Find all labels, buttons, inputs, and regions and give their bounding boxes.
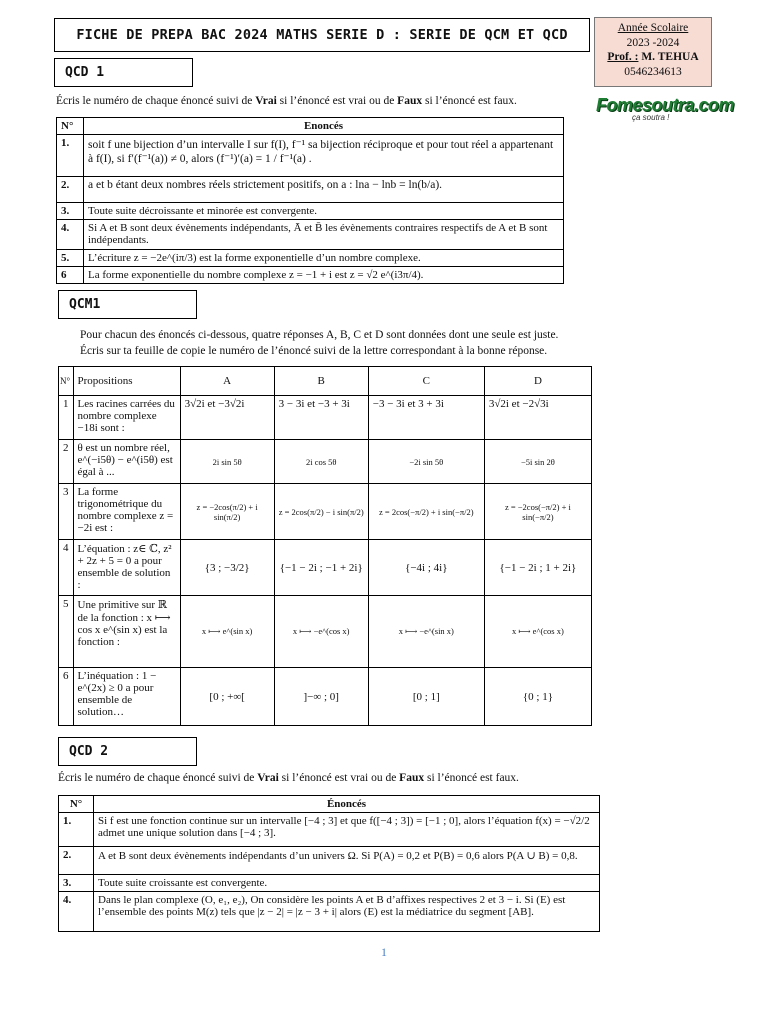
row-statement: soit f une bijection d’un intervalle I sur f(I), f⁻¹ sa bijection réciproque et pour tout réel a appartenant à f(I), si f′(f⁻¹(a)) ≠ 0, alors (f⁻¹)′(a) = 1 / f⁻¹(a) . <box>84 135 564 177</box>
row-number: 4 <box>59 540 74 596</box>
answer-b: ]−∞ ; 0] <box>274 668 368 726</box>
table-row <box>59 396 592 440</box>
qcd1-instruction-true: Vrai <box>255 95 277 107</box>
table-row <box>59 484 592 540</box>
table-row <box>57 267 564 284</box>
qcd2-instruction <box>58 772 519 784</box>
school-year: 2023 -2024 <box>626 36 680 49</box>
answer-d: −5i sin 2θ <box>484 440 591 484</box>
phone-number: 0546234613 <box>624 65 682 78</box>
answer-d: {−1 − 2i ; 1 + 2i} <box>484 540 591 596</box>
col-number-header: N° <box>59 367 74 396</box>
answer-a: z = −2cos(π/2) + i sin(π/2) <box>180 484 274 540</box>
qcd1-heading: QCD 1 <box>54 58 193 87</box>
row-number: 5. <box>57 250 84 267</box>
qcd2-instruction-true: Vrai <box>257 772 279 784</box>
row-number: 3 <box>59 484 74 540</box>
qcd1-instruction-part: si l’énoncé est vrai ou de <box>276 95 398 107</box>
answer-a: 3√2i et −3√2i <box>180 396 274 440</box>
row-proposition: θ est un nombre réel, e^(−i5θ) − e^(i5θ) est égal à ... <box>73 440 180 484</box>
table-header-row <box>59 367 592 396</box>
row-number: 1. <box>59 813 94 847</box>
row-number: 5 <box>59 596 74 668</box>
row-statement: a et b étant deux nombres réels strictement positifs, on a : lna − lnb = ln(b/a). <box>84 177 564 203</box>
table-row <box>59 440 592 484</box>
answer-a: 2i sin 5θ <box>180 440 274 484</box>
row-proposition: Les racines carrées du nombre complexe −18i sont : <box>73 396 180 440</box>
qcm1-instruction: Pour chacun des énoncés ci-dessous, quatre réponses A, B, C et D sont données dont une seule est juste. Écris sur ta feuille de copie le numéro de l’énoncé suivi de la lettre correspondant à la bonne réponse. <box>80 329 559 357</box>
table-row <box>59 875 600 892</box>
row-number: 1 <box>59 396 74 440</box>
table-header-row <box>57 118 564 135</box>
answer-a: {3 ; −3/2} <box>180 540 274 596</box>
table-row <box>57 135 564 177</box>
table-row <box>59 892 600 932</box>
row-statement: Toute suite décroissante et minorée est convergente. <box>84 203 564 220</box>
qcd2-instruction-part: Écris le numéro de chaque énoncé suivi de <box>58 772 258 784</box>
row-number: 6 <box>59 668 74 726</box>
logo-brand: Fomesoutra.com <box>596 95 735 115</box>
col-b-header: B <box>274 367 368 396</box>
answer-b: z = 2cos(π/2) − i sin(π/2) <box>274 484 368 540</box>
answer-d: z = −2cos(−π/2) + i sin(−π/2) <box>484 484 591 540</box>
table-row <box>59 813 600 847</box>
table-row <box>57 177 564 203</box>
answer-c: x ⟼ −e^(sin x) <box>368 596 484 668</box>
qcd1-instruction-part: Écris le numéro de chaque énoncé suivi de <box>56 95 256 107</box>
col-c-header: C <box>368 367 484 396</box>
row-proposition: La forme trigonométrique du nombre complexe z = −2i est : <box>73 484 180 540</box>
school-info-box <box>594 17 712 87</box>
row-number: 3. <box>59 875 94 892</box>
answer-c: [0 ; 1] <box>368 668 484 726</box>
answer-c: {−4i ; 4i} <box>368 540 484 596</box>
answer-a: [0 ; +∞[ <box>180 668 274 726</box>
answer-b: 2i cos 5θ <box>274 440 368 484</box>
row-statement: L’écriture z = −2e^(iπ/3) est la forme exponentielle d’un nombre complexe. <box>84 250 564 267</box>
row-number: 2 <box>59 440 74 484</box>
row-proposition: L’inéquation : 1 − e^(2x) ≥ 0 a pour ensemble de solution… <box>73 668 180 726</box>
table-row <box>57 220 564 250</box>
row-statement: Si f est une fonction continue sur un intervalle [−4 ; 3] et que f([−4 ; 3]) = [−1 ; 0], alors l’équation f(x) = −√2/2 admet une unique solution dans [−4 ; 3]. <box>94 813 600 847</box>
col-a-header: A <box>180 367 274 396</box>
qcd1-instruction-part: si l’énoncé est faux. <box>422 95 517 107</box>
qcd1-instruction <box>56 95 517 107</box>
table-row <box>59 540 592 596</box>
qcd2-table <box>58 795 600 932</box>
row-statement: Si A et B sont deux évènements indépendants, Ā et B̄ les évènements contraires respectifs de A et B sont indépendants. <box>84 220 564 250</box>
row-proposition: L’équation : z∈ ℂ, z² + 2z + 5 = 0 a pour ensemble de solution : <box>73 540 180 596</box>
page-number: 1 <box>381 945 387 959</box>
table-row <box>59 668 592 726</box>
table-row <box>57 250 564 267</box>
table-header-row <box>59 796 600 813</box>
row-number: 2. <box>57 177 84 203</box>
answer-d: x ⟼ e^(cos x) <box>484 596 591 668</box>
qcd2-instruction-false: Faux <box>399 772 425 784</box>
answer-d: 3√2i et −2√3i <box>484 396 591 440</box>
col-statements-header: Enoncés <box>84 118 564 135</box>
row-statement: La forme exponentielle du nombre complexe z = −1 + i est z = √2 e^(i3π/4). <box>84 267 564 284</box>
row-number: 6 <box>57 267 84 284</box>
answer-b: {−1 − 2i ; −1 + 2i} <box>274 540 368 596</box>
row-number: 3. <box>57 203 84 220</box>
row-number: 4. <box>57 220 84 250</box>
teacher-label: Prof. : <box>607 51 639 63</box>
qcd1-instruction-false: Faux <box>397 95 423 107</box>
document-title: FICHE DE PREPA BAC 2024 MATHS SERIE D : SERIE DE QCM ET QCD <box>54 18 590 52</box>
qcd2-instruction-part: si l’énoncé est faux. <box>424 772 519 784</box>
teacher <box>595 50 711 65</box>
answer-c: −2i sin 5θ <box>368 440 484 484</box>
logo-tagline: ça soutra ! <box>632 113 670 122</box>
answer-c: −3 − 3i et 3 + 3i <box>368 396 484 440</box>
row-number: 4. <box>59 892 94 932</box>
answer-b: 3 − 3i et −3 + 3i <box>274 396 368 440</box>
col-statements-header: Énoncés <box>94 796 600 813</box>
qcd2-heading: QCD 2 <box>58 737 197 766</box>
row-number: 1. <box>57 135 84 177</box>
qcd2-instruction-part: si l’énoncé est vrai ou de <box>278 772 400 784</box>
qcm1-heading: QCM1 <box>58 290 197 319</box>
row-proposition: Une primitive sur ℝ de la fonction : x ⟼ cos x e^(sin x) est la fonction : <box>73 596 180 668</box>
row-statement: Toute suite croissante est convergente. <box>94 875 600 892</box>
answer-a: x ⟼ e^(sin x) <box>180 596 274 668</box>
table-row <box>59 596 592 668</box>
school-year-label: Année Scolaire <box>617 22 689 34</box>
row-statement: Dans le plan complexe (O, e₁, e₂), On considère les points A et B d’affixes respectives 2 et 3 − i. Si (E) est l’ensemble des points M(z) tels que |z − 2| = |z − 3 + i| alors (E) est la médiatrice du segment [AB]. <box>94 892 600 932</box>
teacher-name: M. TEHUA <box>641 51 699 63</box>
col-number-header: N° <box>57 118 84 135</box>
row-statement: A et B sont deux évènements indépendants d’un univers Ω. Si P(A) = 0,2 et P(B) = 0,6 alors P(A ∪ B) = 0,8. <box>94 847 600 875</box>
col-propositions-header: Propositions <box>73 367 180 396</box>
answer-c: z = 2cos(−π/2) + i sin(−π/2) <box>368 484 484 540</box>
qcm1-table <box>58 366 592 726</box>
answer-d: {0 ; 1} <box>484 668 591 726</box>
table-row <box>57 203 564 220</box>
row-number: 2. <box>59 847 94 875</box>
col-number-header: N° <box>59 796 94 813</box>
qcd1-table <box>56 117 564 284</box>
col-d-header: D <box>484 367 591 396</box>
fomesoutra-logo <box>596 95 735 125</box>
answer-b: x ⟼ −e^(cos x) <box>274 596 368 668</box>
table-row <box>59 847 600 875</box>
